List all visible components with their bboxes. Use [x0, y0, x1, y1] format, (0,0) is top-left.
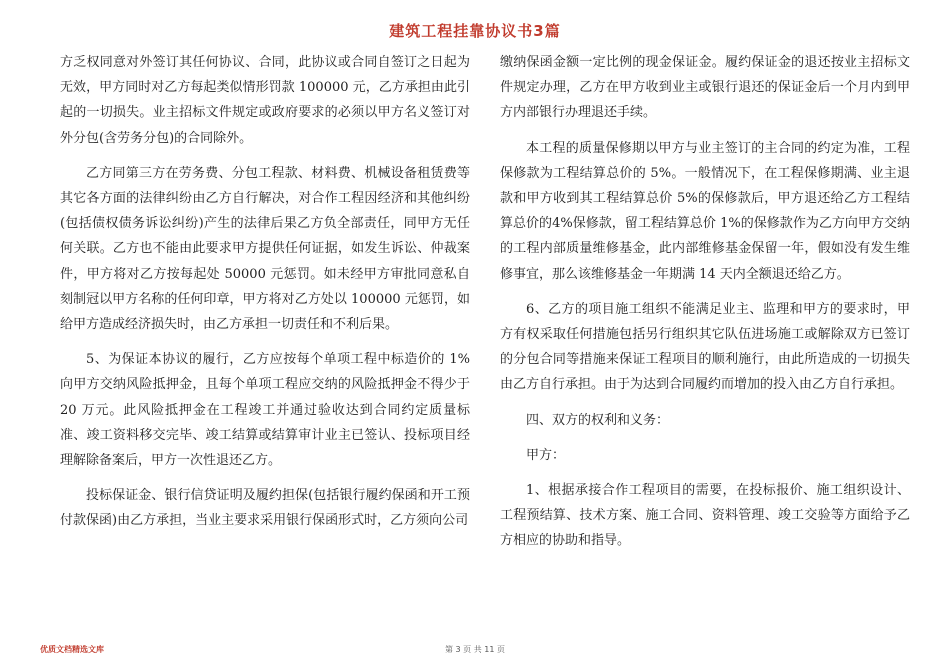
right-column: [500, 50, 910, 564]
paragraph: 6、乙方的项目施工组织不能满足业主、监理和甲方的要求时，甲方有权采取任何措施包括另行组织其它队伍进场施工或解除双方已签订的分包合同等措施来保证工程项目的顺利施行，由此所造成的一切损失由乙方自行承担。由于为达到合同履约而增加的投入由乙方自行承担。: [500, 301, 910, 393]
footer-watermark-text: 优质文档精选文库: [40, 645, 104, 654]
paragraph: 乙方同第三方在劳务费、分包工程款、材料费、机械设备租赁费等其它各方面的法律纠纷由乙方自行解决，对合作工程因经济和其他纠纷(包括债权债务诉讼纠纷)产生的法律后果乙方负全部责任，同甲方无任何关联。乙方也不能由此要求甲方提供任何证据，如发生诉讼、仲裁案件，甲方将对乙方按每起处 50000 元惩罚。如未经甲方审批同意私自刻制冠以甲方名称的任何印章，甲方将对乙方处以 100000 元惩罚，如给甲方造成经济损失时，由乙方承担一切责任和不利后果。: [60, 165, 470, 333]
paragraph: 投标保证金、银行信贷证明及履约担保(包括银行履约保函和开工预付款保函)由乙方承担，当业主要求采用银行保函形式时，乙方须向公司: [60, 488, 470, 529]
page-number: 第 3 页 共 11 页: [445, 645, 505, 654]
paragraph: 本工程的质量保修期以甲方与业主签订的主合同的约定为准，工程保修款为工程结算总价的 5%。一般情况下，在工程保修期满、业主退款和甲方收到其工程结算总价 5%的保修款后，甲方退还给乙方工程结算总价的4%保修款，留工程结算总价 1%的保修款作为乙方向甲方交纳的工程内部质量维修基金，此内部维修基金保留一年，假如没有发生维修事宜，那么该维修基金一年期满 14 天内全额退还给乙方。: [500, 140, 910, 282]
section-heading: 四、双方的权利和义务：: [526, 412, 670, 428]
paragraph: 方乏权同意对外签订其任何协议、合同，此协议或合同自签订之日起为无效，甲方同时对乙方每起类似情形罚款 100000 元，乙方承担由此引起的一切损失。业主招标文件规定或政府要求的必须以甲方名义签订对外分包(含劳务分包)的合同除外。: [60, 55, 470, 146]
party-label: 甲方：: [526, 447, 566, 463]
left-column: [60, 50, 470, 544]
paragraph: 缴纳保函金额一定比例的现金保证金。履约保证金的退还按业主招标文件规定办理，乙方在甲方收到业主或银行退还的保证金后一个月内到甲方内部银行办理退还手续。: [500, 55, 910, 121]
paragraph: 5、为保证本协议的履行，乙方应按每个单项工程中标造价的 1%向甲方交纳风险抵押金，且每个单项工程应交纳的风险抵押金不得少于 20 万元。此风险抵押金在工程竣工并通过验收达到合同约定质量标准、竣工资料移交完毕、竣工结算或结算审计业主已签认、投标项目经理解除备案后，甲方一次性退还乙方。: [60, 352, 470, 469]
page-title: 建筑工程挂靠协议书3篇: [389, 22, 561, 40]
paragraph: 1、根据承接合作工程项目的需要，在投标报价、施工组织设计、工程预结算、技术方案、施工合同、资料管理、竣工交验等方面给予乙方相应的协助和指导。: [500, 483, 910, 549]
